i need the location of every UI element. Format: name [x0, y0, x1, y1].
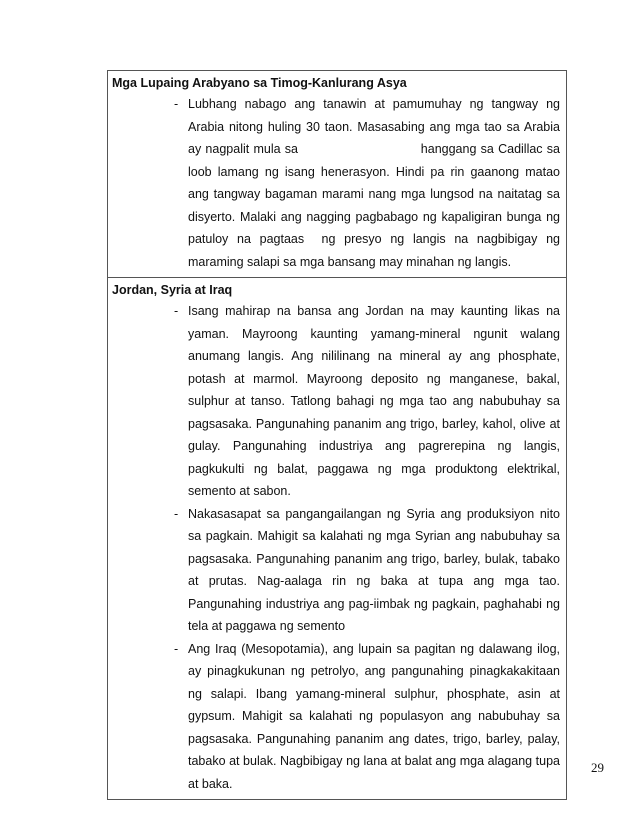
bullet-dash: -	[174, 641, 179, 656]
content-table	[107, 70, 567, 800]
bullet-dash: -	[174, 304, 179, 318]
section-arabian-lands	[108, 71, 566, 278]
paragraph: Lubhang nabago ang tanawin at pamumuhay ng tangway ng Arabia nitong huling 30 taon. Masasabing ang mga tao sa Arabia ay nagpalit mula sa hanggang sa Cadillac sa loob lamang ng isang henerasyon. Hindi pa rin gaanong matao ang tangway bagaman marami nang mga lungsod na naitatag sa disyerto. Malaki ang nagging pagbabago ng kapaligiran bunga ng patuloy na pagtaas ng presyo ng langis na nagbibigay ng maraming salapi sa mga bansang may minahan ng langis.	[188, 97, 564, 269]
list-item	[112, 300, 562, 503]
list-item	[112, 638, 562, 796]
paragraph: Ang Iraq (Mesopotamia), ang lupain sa pagitan ng dalawang ilog, ay pinagkukunan ng petrolyo, ang pangunahing pinagkakakitaan ng salapi. Ibang yamang-mineral sulphur, phosphate, asin at gypsum. Mahigit sa kalahati ng populasyon ang nabubuhay sa pagsasaka. Pangunahing pananim ang dates, trigo, barley, palay, tabako at bulak. Nagbibigay ng lana at balat ang mga alagang tupa at baka.	[188, 641, 560, 791]
list-item	[112, 93, 562, 273]
section-jordan-syria-iraq	[108, 278, 566, 799]
paragraph: Nakasasapat sa pangangailangan ng Syria ang produksiyon nito sa pagkain. Mahigit sa kalahati ng mga Syrian ang nabubuhay sa pagsasaka. Pangunahing pananim ang trigo, barley, bulak, tabako at prutas. Nag-aalaga rin ng baka at tupa ang mga tao. Pangunahing industriya ang pag-iimbak ng pagkain, paghahabi ng tela at paggawa ng semento	[188, 506, 560, 633]
bullet-dash: -	[174, 506, 179, 521]
paragraph: Isang mahirap na bansa ang Jordan na may kaunting likas na yaman. Mayroong kaunting yamang-mineral ngunit walang anumang langis. Ang nililinang na mineral ay ang phosphate, potash at marmol. Mayroong deposito ng manganese, bakal, sulphur at tanso. Tatlong bahagi ng mga tao ang nabubuhay sa pagsasaka. Pangunahing pananim ang trigo, barley, kahol, olive at gulay. Pangunahing industriya ang pagrerepina ng langis, pagkukulti ng balat, paggawa ng mga produktong elektrikal, semento at sabon.	[188, 304, 560, 498]
bullet-dash: -	[174, 97, 179, 111]
list-item	[112, 503, 562, 638]
section-heading: Jordan, Syria at Iraq	[112, 283, 233, 297]
bullet-list	[112, 93, 562, 273]
bullet-list	[112, 300, 562, 795]
page-number: 29	[591, 760, 604, 775]
section-heading: Mga Lupaing Arabyano sa Timog-Kanlurang Asya	[112, 76, 407, 90]
